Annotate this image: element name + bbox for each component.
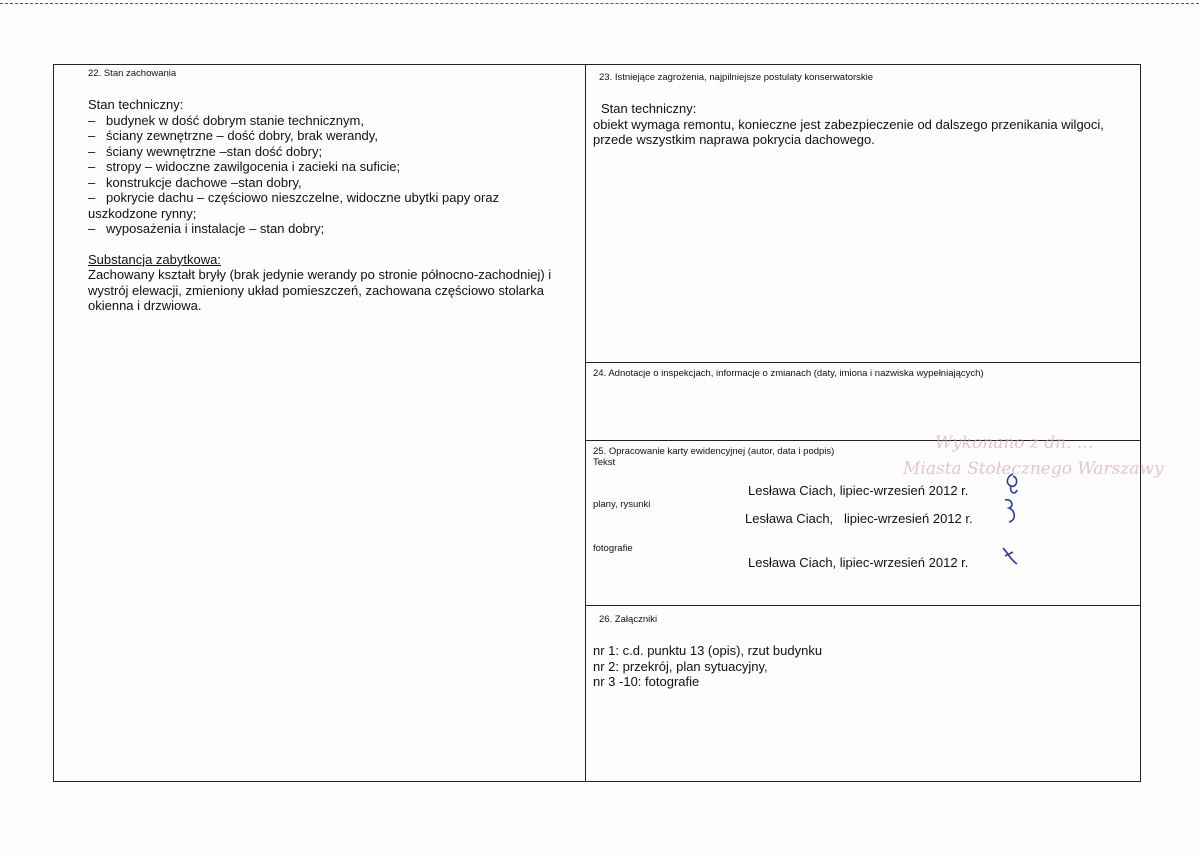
- section-23-line: przede wszystkim naprawa pokrycia dachowego.: [593, 132, 875, 147]
- divider-23-24: [585, 362, 1141, 363]
- section-26: [599, 614, 1139, 625]
- page-top-border: [0, 3, 1199, 4]
- section-25: [593, 446, 1138, 468]
- list-item-continuation: uszkodzone rynny;: [88, 205, 197, 221]
- heritage-line: okienna i drzwiowa.: [88, 298, 202, 313]
- attachment-line: nr 3 -10: fotografie: [593, 674, 700, 689]
- section-23-title: 23. Istniejące zagrożenia, najpilniejsze postulaty konserwatorskie: [599, 72, 874, 83]
- list-item: – stropy – widoczne zawilgocenia i zacieki na suficie;: [88, 159, 401, 174]
- attachment-line: nr 1: c.d. punktu 13 (opis), rzut budynku: [593, 643, 823, 658]
- section-25-title: 25. Opracowanie karty ewidencyjnej (autor, data i podpis): [593, 446, 835, 457]
- author-plans: Lesława Ciach, lipiec-wrzesień 2012 r.: [745, 511, 973, 526]
- heritage-line: wystrój elewacji, zmieniony układ pomieszczeń, zachowana częściowo stolarka: [88, 282, 544, 298]
- section-23-line: obiekt wymaga remontu, konieczne jest zabezpieczenie od dalszego przenikania wilgoci,: [593, 116, 1104, 132]
- section-22-content: [88, 97, 578, 314]
- section-23-heading: Stan techniczny:: [601, 101, 697, 116]
- heritage-heading: Substancja zabytkowa:: [88, 251, 221, 267]
- label-photos: fotografie: [593, 543, 633, 554]
- attachment-line: nr 2: przekrój, plan sytuacyjny,: [593, 658, 768, 674]
- heritage-line: Zachowany kształt bryły (brak jedynie werandy po stronie północno-zachodniej) i: [88, 267, 552, 282]
- section-23: [599, 72, 1139, 83]
- section-26-content: [593, 643, 1133, 690]
- technical-state-heading: Stan techniczny:: [88, 97, 184, 112]
- list-item: – ściany wewnętrzne –stan dość dobry;: [88, 143, 323, 159]
- author-photos: Lesława Ciach, lipiec-wrzesień 2012 r.: [748, 555, 969, 570]
- divider-25-26: [585, 605, 1141, 606]
- section-23-content: [593, 101, 1138, 148]
- list-item: – wyposażenia i instalacje – stan dobry;: [88, 221, 325, 236]
- list-item: – pokrycie dachu – częściowo nieszczelne, widoczne ubytki papy oraz: [88, 190, 500, 205]
- handwritten-signature: [993, 468, 1033, 578]
- stamp-line: Wykonano z dn. ...: [935, 433, 1094, 453]
- section-22-title: 22. Stan zachowania: [88, 68, 177, 79]
- list-item: – ściany zewnętrzne – dość dobry, brak werandy,: [88, 128, 378, 143]
- label-text: Tekst: [593, 457, 616, 468]
- column-divider: [585, 64, 586, 782]
- section-24: [593, 368, 1138, 379]
- stamp-line: Miasta Stołecznego Warszawy: [903, 459, 1164, 479]
- author-text: Lesława Ciach, lipiec-wrzesień 2012 r.: [748, 483, 969, 498]
- section-22: [88, 68, 578, 314]
- section-26-title: 26. Załączniki: [599, 614, 658, 625]
- label-plans: plany, rysunki: [593, 499, 651, 510]
- section-24-title: 24. Adnotacje o inspekcjach, informacje o zmianach (daty, imiona i nazwiska wypełniających): [593, 368, 984, 379]
- list-item: – konstrukcje dachowe –stan dobry,: [88, 174, 302, 190]
- list-item: – budynek w dość dobrym stanie technicznym,: [88, 112, 364, 128]
